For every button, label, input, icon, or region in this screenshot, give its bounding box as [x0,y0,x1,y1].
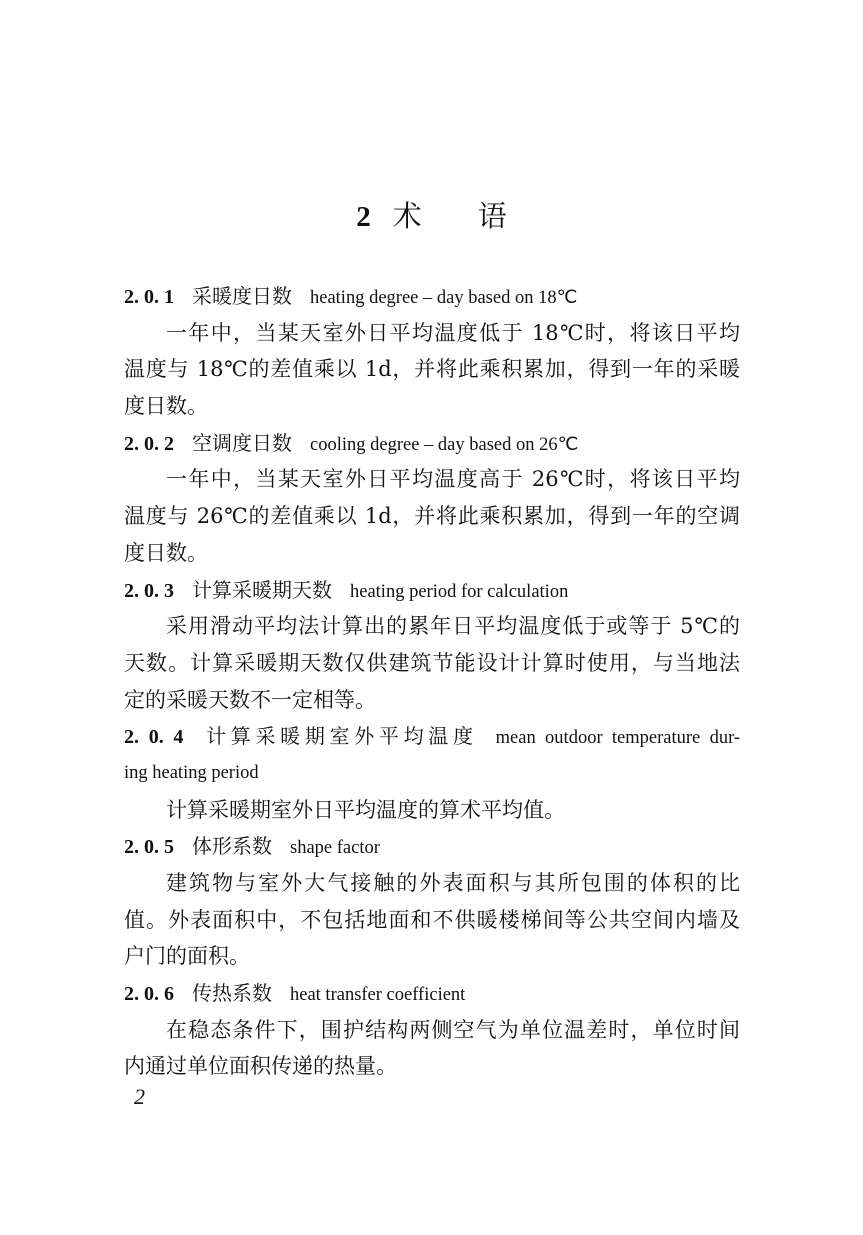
term-heading-2-0-5 [124,828,740,865]
term-en: mean outdoor temperature dur- [495,728,740,749]
term-body-line: 天数。计算采暖期天数仅供建筑节能设计计算时使用，与当地法 [124,650,740,675]
term-heading-2-0-3 [124,572,740,609]
term-number: 2. 0. 1 [124,286,174,308]
term-number: 2. 0. 6 [124,983,174,1006]
term-heading-2-0-6 [124,975,740,1012]
term-body-line: 一年中，当某天室外日平均温度高于 26℃时，将该日平均 [166,467,740,492]
term-body-line: 户门的面积。 [124,944,250,969]
term-body-line: 度日数。 [124,394,208,419]
chapter-title [0,196,863,237]
term-heading-2-0-4 [124,718,740,755]
term-number: 2. 0. 3 [124,579,174,602]
term-number: 2. 0. 5 [124,836,174,859]
term-zh: 计算采暖期室外平均温度 [201,724,478,749]
term-heading-2-0-2 [124,425,740,462]
term-en: shape factor [290,838,380,859]
chapter-number: 2 [356,201,371,233]
chapter-title-char-1: 术 [392,199,422,233]
term-zh: 空调度日数 [192,430,292,455]
term-zh: 体形系数 [192,834,272,859]
term-body-line: 值。外表面积中，不包括地面和不供暖楼梯间等公共空间内墙及 [124,907,740,932]
page-number: 2 [134,1084,145,1109]
term-en: heating degree – day based on 18℃ [310,288,578,308]
term-body-line: 度日数。 [124,540,208,565]
term-body-line: 定的采暖天数不一定相等。 [124,687,376,712]
chapter-title-char-2: 语 [477,199,507,233]
term-body-line: 建筑物与室外大气接触的外表面积与其所包围的体积的比 [166,871,740,895]
term-body-line: 内通过单位面积传递的热量。 [124,1054,397,1079]
term-heading-2-0-1 [124,278,740,315]
term-body-line: 在稳态条件下，围护结构两侧空气为单位温差时，单位时间 [166,1017,740,1042]
terms-content [124,278,740,1085]
term-zh: 传热系数 [192,981,272,1006]
term-en: cooling degree – day based on 26℃ [310,434,579,455]
term-number: 2. 0. 4 [124,726,184,749]
term-body-line: 采用滑动平均法计算出的累年日平均温度低于或等于 5℃的 [166,614,740,639]
term-number: 2. 0. 2 [124,432,174,455]
term-body-line: 温度与 26℃的差值乘以 1d，并将此乘积累加，得到一年的空调 [124,504,740,529]
term-en: heat transfer coefficient [290,985,466,1006]
term-body-line: 计算采暖期室外日平均温度的算术平均值。 [166,797,565,822]
term-body-line: 一年中，当某天室外日平均温度低于 18℃时，将该日平均 [166,320,740,345]
term-en: heating period for calculation [350,581,569,602]
term-body-line: 温度与 18℃的差值乘以 1d，并将此乘积累加，得到一年的采暖 [124,357,740,382]
term-en-continuation: ing heating period [124,762,259,783]
term-zh: 计算采暖期天数 [192,577,332,602]
term-zh: 采暖度日数 [192,284,292,308]
